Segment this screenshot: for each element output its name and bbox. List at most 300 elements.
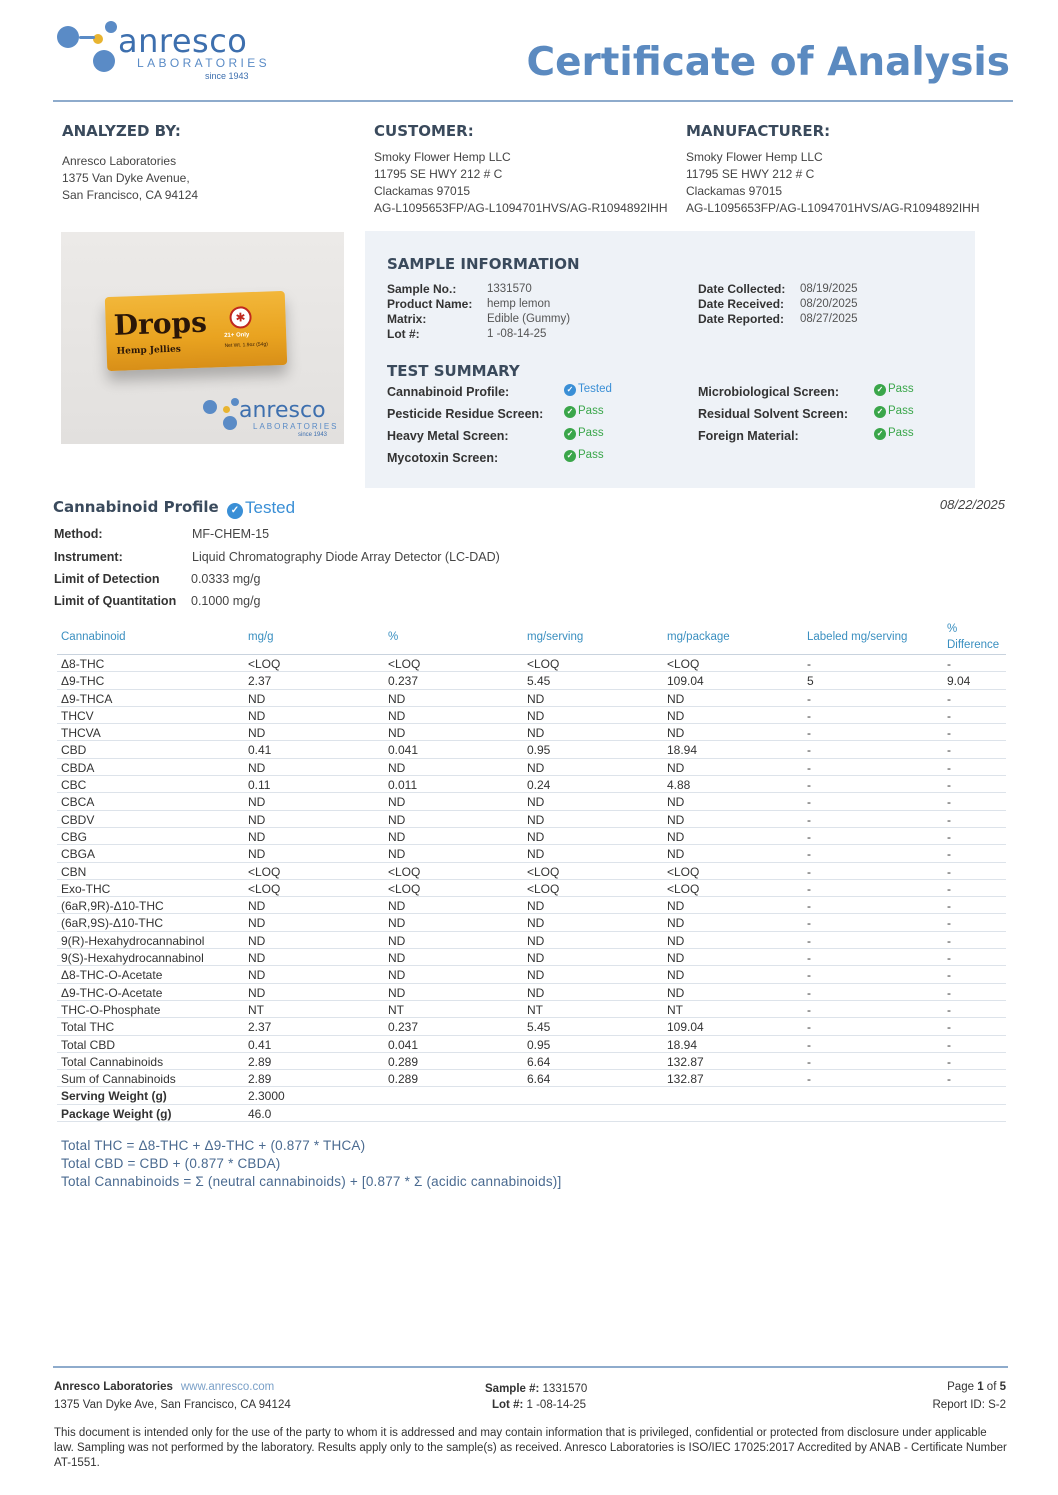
check-circle-icon: ✓ (564, 384, 576, 396)
disclaimer: This document is intended only for the use of the party to whom it is addressed and may contain information that is privileged, confidential or protected from disclosure under applicable law. Sampling was not performed by the laboratory. Results apply only to the sample(s) as received. Anresco Laboratories is ISO/IEC 17025:2017 Accredited by ANAB - Certificate Number AT-1551. (54, 1427, 1007, 1469)
table-cell: 2.89 (248, 1054, 272, 1069)
logo-dot (93, 50, 115, 72)
table-cell: 5.45 (527, 1020, 551, 1035)
table-cell: 5 (807, 674, 814, 689)
table-header (57, 619, 1006, 655)
table-cell: ND (667, 847, 685, 862)
table-row (57, 880, 1006, 897)
footer-divider (53, 1366, 1008, 1368)
table-cell: 9.04 (947, 674, 971, 689)
status-badge (874, 383, 914, 396)
table-cell: ND (667, 795, 685, 810)
cannabinoid-table (57, 619, 1006, 1122)
table-cell: - (807, 795, 811, 810)
product-tin (105, 291, 287, 371)
cannabinoid-name-cell: CBN (61, 864, 87, 879)
table-cell: ND (527, 899, 545, 914)
table-cell: 0.41 (248, 743, 272, 758)
document-title: Certificate of Analysis (526, 40, 1010, 85)
check-circle-icon: ✓ (564, 450, 576, 462)
date-reported-label: Date Reported: (698, 312, 785, 326)
cannabis-leaf-icon: ✱ (229, 306, 252, 329)
footer-lot-value: 1 -08-14-25 (526, 1399, 586, 1411)
cannabinoid-name-cell: Δ8-THC-O-Acetate (61, 968, 163, 983)
status-badge (874, 405, 914, 418)
table-cell: ND (388, 916, 406, 931)
method-value: MF-CHEM-15 (192, 527, 270, 541)
weight-row (57, 1087, 1006, 1104)
table-cell: ND (667, 985, 685, 1000)
table-row (57, 932, 1006, 949)
table-cell: - (947, 951, 951, 966)
analyzed-by-line: 1375 Van Dyke Avenue, (62, 171, 190, 185)
table-cell: ND (248, 829, 266, 844)
page-total: 5 (999, 1381, 1006, 1393)
table-cell: <LOQ (388, 881, 421, 896)
table-cell: <LOQ (388, 657, 421, 671)
table-cell: 2.89 (248, 1072, 272, 1087)
status-text: Tested (578, 383, 612, 395)
table-cell: ND (388, 760, 406, 775)
logo-dot (57, 26, 79, 48)
table-cell: - (807, 691, 811, 706)
anresco-logo (55, 20, 285, 86)
check-circle-icon: ✓ (227, 503, 243, 519)
table-row (57, 863, 1006, 880)
table-cell: 0.237 (388, 1020, 419, 1035)
table-row (57, 1001, 1006, 1018)
table-cell: ND (248, 708, 266, 723)
footer-lab-name: Anresco Laboratories (54, 1381, 173, 1393)
table-cell: - (947, 795, 951, 810)
table-cell: ND (248, 968, 266, 983)
footer-sample (485, 1383, 587, 1395)
loq-value: 0.1000 mg/g (191, 594, 261, 608)
photo-logo-word: anresco (239, 398, 326, 423)
loq-label: Limit of Quantitation (54, 594, 177, 608)
table-cell: - (807, 1054, 811, 1069)
status-text: Pass (578, 449, 604, 461)
table-cell: ND (667, 933, 685, 948)
page-number: 1 (977, 1381, 984, 1393)
customer-line: Smoky Flower Hemp LLC (374, 150, 511, 164)
cannabinoid-name-cell: Δ9-THC (61, 674, 105, 689)
cannabinoid-name-cell: Total THC (61, 1020, 115, 1035)
analyzed-by-line: Anresco Laboratories (62, 154, 177, 168)
customer-heading: CUSTOMER: (374, 122, 474, 140)
weight-value: 2.3000 (248, 1089, 285, 1104)
table-cell: <LOQ (667, 864, 700, 879)
footer-lab (54, 1381, 274, 1393)
test-label: Residual Solvent Screen: (698, 407, 849, 421)
table-row (57, 949, 1006, 966)
page-prefix: Page (947, 1381, 974, 1393)
cannabinoid-name-cell: CBDV (61, 812, 95, 827)
table-cell: ND (667, 951, 685, 966)
table-cell: <LOQ (527, 881, 560, 896)
table-cell: ND (388, 726, 406, 741)
table-cell: ND (388, 985, 406, 1000)
table-cell: - (947, 1020, 951, 1035)
table-cell: ND (248, 985, 266, 1000)
table-cell: 18.94 (667, 1037, 698, 1052)
table-cell: - (807, 933, 811, 948)
table-cell: 0.95 (527, 1037, 551, 1052)
cannabinoid-name-cell: Total CBD (61, 1037, 116, 1052)
table-cell: - (947, 1054, 951, 1069)
table-cell: - (947, 1002, 951, 1017)
cannabinoid-name-cell: CBGA (61, 847, 96, 862)
table-row (57, 759, 1006, 776)
photo-logo-since: since 1943 (298, 432, 328, 438)
product-name-value: hemp lemon (487, 298, 551, 310)
table-cell: - (807, 951, 811, 966)
table-cell: ND (388, 812, 406, 827)
cannabinoid-name-cell: THCVA (61, 726, 101, 741)
manufacturer-block (686, 123, 980, 217)
table-cell: - (807, 657, 811, 671)
footer-website-link[interactable]: www.anresco.com (180, 1381, 275, 1393)
product-photo (61, 232, 344, 444)
table-cell: <LOQ (527, 864, 560, 879)
customer-line: Clackamas 97015 (374, 184, 471, 198)
status-text: Pass (888, 383, 914, 395)
table-cell: <LOQ (527, 657, 560, 671)
photo-watermark-logo (201, 398, 343, 444)
table-cell: - (807, 881, 811, 896)
table-cell: ND (527, 708, 545, 723)
table-cell: ND (248, 726, 266, 741)
table-cell: - (947, 760, 951, 775)
table-cell: - (807, 916, 811, 931)
table-row (57, 1018, 1006, 1035)
table-cell: ND (527, 812, 545, 827)
table-row (57, 655, 1006, 672)
formula-total-thc: Total THC = Δ8-THC + Δ9-THC + (0.877 * THCA) (61, 1138, 366, 1153)
table-cell: 109.04 (667, 1020, 704, 1035)
table-row (57, 966, 1006, 983)
table-cell: 6.64 (527, 1054, 551, 1069)
sample-no-label: Sample No.: (387, 282, 457, 296)
table-cell: <LOQ (667, 881, 700, 896)
table-cell: - (947, 899, 951, 914)
table-cell: ND (248, 916, 266, 931)
status-text: Pass (578, 405, 604, 417)
table-cell: ND (667, 899, 685, 914)
weight-label: Package Weight (g) (61, 1106, 172, 1121)
logo-connector (79, 36, 95, 39)
cannabinoid-name-cell: CBDA (61, 760, 95, 775)
table-cell: NT (248, 1002, 264, 1017)
table-cell: - (807, 1072, 811, 1087)
table-row (57, 828, 1006, 845)
column-header: Difference (947, 639, 1000, 651)
loq-row (54, 594, 261, 608)
table-row (57, 1036, 1006, 1053)
instrument-label: Instrument: (54, 550, 123, 564)
status-badge (564, 383, 612, 396)
column-header: mg/package (667, 631, 730, 643)
table-cell: ND (388, 951, 406, 966)
status-badge (564, 427, 604, 440)
table-cell: ND (527, 829, 545, 844)
logo-sub: LABORATORIES (137, 56, 271, 70)
cannabinoid-name-cell: Sum of Cannabinoids (61, 1072, 176, 1087)
cannabinoid-name-cell: THC-O-Phosphate (61, 1002, 161, 1017)
table-row (57, 741, 1006, 758)
table-cell: - (947, 743, 951, 758)
table-body (57, 655, 1006, 1122)
date-received-value: 08/20/2025 (800, 298, 858, 310)
test-label: Mycotoxin Screen: (387, 451, 499, 465)
cannabinoid-name-cell: Total Cannabinoids (61, 1054, 164, 1069)
test-label: Cannabinoid Profile: (387, 385, 510, 399)
cannabinoid-name-cell: CBCA (61, 795, 95, 810)
table-cell: 0.41 (248, 1037, 272, 1052)
customer-line: AG-L1095653FP/AG-L1094701HVS/AG-R1094892IHH (374, 201, 668, 215)
cannabinoid-name-cell: Δ8-THC (61, 657, 105, 671)
table-cell: 2.37 (248, 674, 272, 689)
status-badge (564, 449, 604, 462)
logo-dot (223, 406, 230, 413)
table-cell: ND (388, 899, 406, 914)
table-row (57, 776, 1006, 793)
table-cell: ND (527, 760, 545, 775)
instrument-value: Liquid Chromatography Diode Array Detector (LC-DAD) (192, 550, 500, 564)
table-cell: 5.45 (527, 674, 551, 689)
column-header: % (947, 623, 958, 635)
table-cell: - (807, 968, 811, 983)
cannabinoid-name-cell: CBC (61, 778, 87, 793)
table-cell: - (947, 881, 951, 896)
logo-dot (105, 21, 117, 33)
customer-block (374, 123, 668, 217)
table-cell: ND (527, 847, 545, 862)
sample-info-panel (365, 231, 975, 488)
table-row (57, 845, 1006, 862)
table-cell: ND (527, 726, 545, 741)
test-label: Pesticide Residue Screen: (387, 407, 544, 421)
table-cell: - (947, 847, 951, 862)
column-header: Cannabinoid (61, 631, 126, 643)
formula-total-cannabinoids: Total Cannabinoids = Σ (neutral cannabinoids) + [0.877 * Σ (acidic cannabinoids)] (61, 1174, 562, 1189)
page-of: of (986, 1381, 997, 1393)
table-cell: - (947, 708, 951, 723)
table-cell: ND (527, 985, 545, 1000)
table-cell: - (807, 899, 811, 914)
footer-lot (492, 1399, 586, 1411)
table-cell: 0.237 (388, 674, 419, 689)
cannabinoid-name-cell: CBG (61, 829, 88, 844)
lot-label: Lot #: (387, 327, 420, 341)
table-cell: ND (667, 916, 685, 931)
table-cell: - (947, 985, 951, 1000)
column-header: % (388, 631, 399, 643)
table-cell: <LOQ (248, 657, 281, 671)
status-text: Tested (245, 498, 296, 517)
column-header: mg/serving (527, 631, 584, 643)
table-cell: 0.11 (248, 778, 271, 793)
table-cell: ND (388, 968, 406, 983)
table-cell: - (807, 1037, 811, 1052)
lot-value: 1 -08-14-25 (487, 328, 547, 340)
tin-age: 21+ Only (224, 332, 250, 340)
cannabinoid-name-cell: CBD (61, 743, 87, 758)
cannabinoid-name-cell: (6aR,9R)-Δ10-THC (61, 899, 164, 914)
table-cell: 2.37 (248, 1020, 272, 1035)
formula-total-cbd: Total CBD = CBD + (0.877 * CBDA) (61, 1156, 281, 1171)
table-row (57, 811, 1006, 828)
manufacturer-line: Smoky Flower Hemp LLC (686, 150, 823, 164)
table-cell: ND (667, 691, 685, 706)
table-cell: - (947, 812, 951, 827)
report-id: Report ID: S-2 (932, 1399, 1006, 1411)
product-name-label: Product Name: (387, 297, 473, 311)
table-cell: ND (527, 951, 545, 966)
cannabinoid-name-cell: 9(R)-Hexahydrocannabinol (61, 933, 205, 948)
logo-dot (203, 400, 217, 414)
test-label: Foreign Material: (698, 429, 799, 443)
date-received-label: Date Received: (698, 297, 785, 311)
customer-line: 11795 SE HWY 212 # C (374, 167, 503, 181)
table-cell: - (807, 760, 811, 775)
table-cell: ND (527, 916, 545, 931)
tin-brand: Drops (113, 305, 208, 342)
table-row (57, 707, 1006, 724)
table-cell: ND (248, 691, 266, 706)
header-divider (53, 100, 1013, 102)
logo-dot (231, 398, 239, 406)
table-cell: ND (388, 847, 406, 862)
table-cell: - (947, 657, 951, 671)
cannabinoid-name-cell: THCV (61, 708, 94, 723)
table-cell: <LOQ (248, 864, 281, 879)
date-collected-value: 08/19/2025 (800, 283, 858, 295)
check-circle-icon: ✓ (874, 428, 886, 440)
table-cell: - (947, 726, 951, 741)
table-row (57, 897, 1006, 914)
table-cell: ND (248, 847, 266, 862)
table-cell: NT (388, 1002, 404, 1017)
footer-address: 1375 Van Dyke Ave, San Francisco, CA 94124 (54, 1399, 291, 1411)
table-cell: <LOQ (667, 657, 700, 671)
table-cell: ND (248, 760, 266, 775)
table-cell: NT (527, 1002, 543, 1017)
status-text: Pass (578, 427, 604, 439)
table-cell: - (807, 1020, 811, 1035)
analyzed-by-line: San Francisco, CA 94124 (62, 188, 199, 202)
analyzed-by-heading: ANALYZED BY: (62, 122, 181, 140)
manufacturer-heading: MANUFACTURER: (686, 122, 831, 140)
table-cell: - (947, 933, 951, 948)
table-cell: 0.289 (388, 1072, 419, 1087)
table-cell: - (807, 778, 811, 793)
table-cell: - (947, 778, 951, 793)
table-cell: ND (667, 968, 685, 983)
method-row (54, 527, 270, 541)
table-cell: ND (388, 795, 406, 810)
manufacturer-line: Clackamas 97015 (686, 184, 783, 198)
table-cell: ND (388, 829, 406, 844)
table-cell: ND (388, 691, 406, 706)
table-cell: - (807, 812, 811, 827)
table-cell: - (947, 916, 951, 931)
table-cell: - (807, 829, 811, 844)
table-cell: 0.041 (388, 743, 419, 758)
tin-weight: Net Wt. 1.9oz (54g) (224, 341, 268, 350)
table-cell: - (807, 864, 811, 879)
table-cell: - (807, 985, 811, 1000)
table-cell: - (947, 691, 951, 706)
table-cell: <LOQ (248, 881, 281, 896)
analysis-date: 08/22/2025 (939, 497, 1005, 512)
logo-since: since 1943 (205, 71, 249, 81)
table-cell: 0.24 (527, 778, 551, 793)
footer-page (947, 1381, 1006, 1393)
table-row (57, 672, 1006, 689)
table-cell: 4.88 (667, 778, 691, 793)
table-cell: - (947, 968, 951, 983)
table-cell: 0.289 (388, 1054, 419, 1069)
table-cell: - (947, 864, 951, 879)
table-row (57, 1070, 1006, 1087)
test-label: Microbiological Screen: (698, 385, 840, 399)
photo-logo-sub: LABORATORIES (253, 422, 339, 431)
table-cell: ND (527, 691, 545, 706)
lod-value: 0.0333 mg/g (191, 572, 261, 586)
test-label: Heavy Metal Screen: (387, 429, 509, 443)
cannabinoid-name-cell: Δ9-THC-O-Acetate (61, 985, 163, 1000)
table-cell: ND (388, 708, 406, 723)
table-cell: ND (388, 933, 406, 948)
cannabinoid-profile-title: Cannabinoid Profile (53, 498, 219, 516)
matrix-label: Matrix: (387, 312, 427, 326)
table-cell: - (947, 1037, 951, 1052)
table-cell: - (807, 1002, 811, 1017)
table-cell: - (807, 726, 811, 741)
column-header: mg/g (248, 631, 274, 643)
table-cell: ND (667, 726, 685, 741)
date-reported-value: 08/27/2025 (800, 313, 858, 325)
date-collected-label: Date Collected: (698, 282, 786, 296)
table-cell: 0.95 (527, 743, 551, 758)
manufacturer-line: 11795 SE HWY 212 # C (686, 167, 815, 181)
table-cell: 109.04 (667, 674, 704, 689)
table-cell: 6.64 (527, 1072, 551, 1087)
cannabinoid-name-cell: (6aR,9S)-Δ10-THC (61, 916, 164, 931)
table-cell: - (807, 708, 811, 723)
table-cell: ND (527, 968, 545, 983)
table-cell: ND (527, 933, 545, 948)
table-row (57, 690, 1006, 707)
table-cell: - (947, 1072, 951, 1087)
table-cell: ND (248, 899, 266, 914)
footer-sample-label: Sample #: (485, 1383, 540, 1395)
status-text: Pass (888, 405, 914, 417)
table-cell: 0.041 (388, 1037, 419, 1052)
table-cell: ND (667, 812, 685, 827)
weight-label: Serving Weight (g) (61, 1089, 167, 1104)
check-circle-icon: ✓ (874, 384, 886, 396)
table-cell: <LOQ (388, 864, 421, 879)
test-summary-heading: TEST SUMMARY (387, 362, 520, 380)
table-cell: 132.87 (667, 1054, 704, 1069)
status-text: Pass (888, 427, 914, 439)
footer-sample-value: 1331570 (542, 1383, 588, 1395)
table-cell: - (807, 743, 811, 758)
column-header: Labeled mg/serving (807, 631, 908, 643)
matrix-value: Edible (Gummy) (487, 313, 571, 325)
